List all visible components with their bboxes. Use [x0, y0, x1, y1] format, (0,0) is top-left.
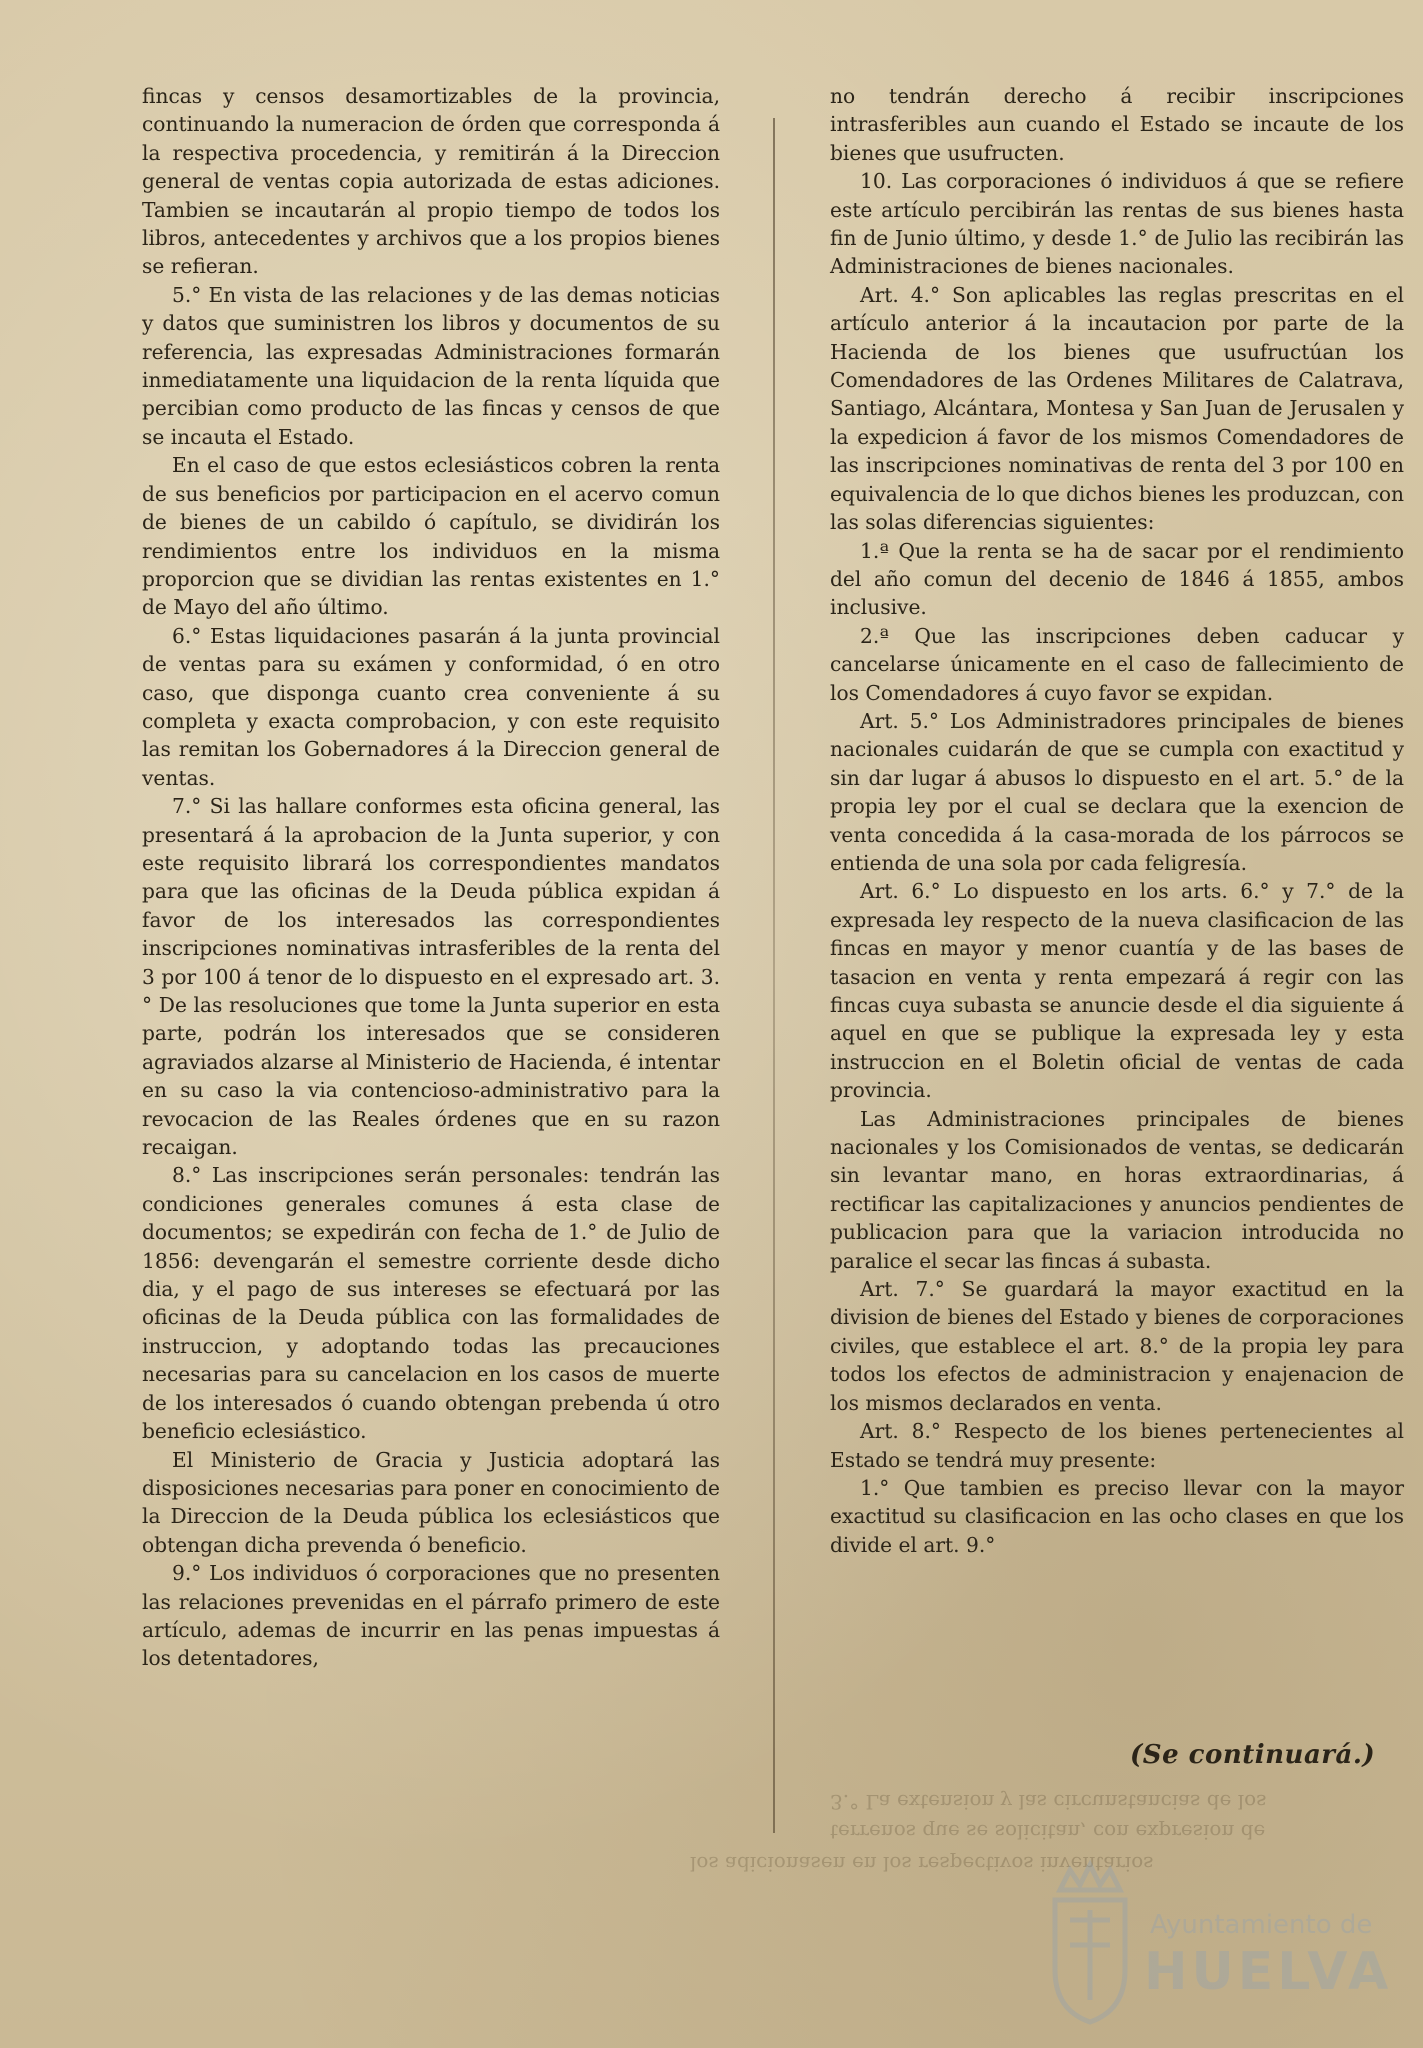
right-paragraph-4: 1.ª Que la renta se ha de sacar por el rendimiento del año comun del decenio de 1846 á 1855, ambos inclusive.: [830, 538, 1404, 620]
left-paragraph-5: 7.° Si las hallare conformes esta oficina general, las presentará á la aprobacion de la Junta superior, y con este requisito librará los correspondientes mandatos para que las oficinas de la Deuda pública expidan á favor de los interesados las correspondientes inscripciones nominativas intrasferibles de la renta del 3 por 100 á tenor de lo dispuesto en el expresado art. 3.° De las resoluciones que tome la Junta superior en esta parte, podrán los interesados que se consideren agraviados alzarse al Ministerio de Hacienda, é intentar en su caso la via contencioso-administrativo para la revocacion de las Reales órdenes que en su razon recaigan.: [142, 794, 720, 1160]
watermark-line-1: Ayuntamiento de: [1150, 1910, 1373, 1940]
right-paragraph-3: Art. 4.° Son aplicables las reglas prescritas en el artículo anterior á la incautacion por parte de la Hacienda de los bienes que usufructúan los Comendadores de las Ordenes Militares de Calatrava, Santiago, Alcántara, Montesa y San Juan de Jerusalen y la expedicion á favor de los mismos Comendadores de las inscripciones nominativas de renta del 3 por 100 en equivalencia de lo que dichos bienes les produzcan, con las solas diferencias siguientes:: [830, 282, 1404, 535]
right-column: [830, 82, 1404, 1559]
right-paragraph-1: no tendrán derecho á recibir inscripciones intrasferibles aun cuando el Estado se incaute de los bienes que usufructen.: [830, 84, 1404, 165]
bleed-through-line-1: 3.° La extension y las circunstancias de los: [830, 1790, 1267, 1814]
huelva-watermark-logo: [1040, 1850, 1400, 2040]
right-paragraph-9: Art. 7.° Se guardará la mayor exactitud en la division de bienes del Estado y bienes de corporaciones civiles, que establece el art. 8.° de la propia ley para todos los efectos de administracion y enajenacion de los mismos declarados en venta.: [830, 1277, 1404, 1415]
watermark-line-2: HUELVA: [1144, 1942, 1393, 2002]
right-paragraph-8: Las Administraciones principales de bienes nacionales y los Comisionados de ventas, se dedicarán sin levantar mano, en horas extraordinarias, á rectificar las capitalizaciones y anuncios pendientes de publicacion para que la variacion introducida no paralice el secar las fincas á subasta.: [830, 1106, 1404, 1273]
left-paragraph-2: 5.° En vista de las relaciones y de las demas noticias y datos que suministren los libros y documentos de su referencia, las expresadas Administraciones formarán inmediatamente una liquidacion de la renta líquida que percibian como producto de las fincas y censos de que se incauta el Estado.: [142, 282, 720, 449]
continuation-note: (Se continuará.): [1130, 1740, 1376, 1770]
column-rule: [773, 118, 775, 1833]
left-paragraph-6: 8.° Las inscripciones serán personales: tendrán las condiciones generales comunes á esta clase de documentos; se expedirán con fecha de 1.° de Julio de 1856: devengarán el semestre corriente desde dicho dia, y el pago de sus intereses se efectuará por las oficinas de la Deuda pública con las formalidades de instruccion, y adoptando todas las precauciones necesarias para su cancelacion en los casos de muerte de los interesados ó cuando obtengan prebenda ú otro beneficio eclesiástico.: [142, 1163, 720, 1444]
right-paragraph-7: Art. 6.° Lo dispuesto en los arts. 6.° y 7.° de la expresada ley respecto de la nueva clasificacion de las fincas en mayor y menor cuantía y de las bases de tasacion en venta y renta empezará á regir con las fincas cuya subasta se anuncie desde el dia siguiente á aquel en que se publique la expresada ley y esta instruccion en el Boletin oficial de ventas de cada provincia.: [830, 879, 1404, 1103]
left-paragraph-1: fincas y censos desamortizables de la provincia, continuando la numeracion de órden que corresponda á la respectiva procedencia, y remitirán á la Direccion general de ventas copia autorizada de estas adiciones. Tambien se incautarán al propio tiempo de todos los libros, antecedentes y archivos que a los propios bienes se refieran.: [142, 84, 720, 279]
coat-of-arms-icon: [1040, 1850, 1140, 2030]
bleed-through-line-2: terrenos que se solicitan, con expresion de: [830, 1820, 1266, 1844]
bleed-through-line-3: los adicionasen en los respectivos inventarios: [690, 1852, 1154, 1876]
right-paragraph-2: 10. Las corporaciones ó individuos á que se refiere este artículo percibirán las rentas de sus bienes hasta fin de Junio último, y desde 1.° de Julio las recibirán las Administraciones de bienes nacionales.: [830, 169, 1404, 279]
left-paragraph-8: 9.° Los individuos ó corporaciones que no presenten las relaciones prevenidas en el párrafo primero de este artículo, ademas de incurrir en las penas impuestas á los detentadores,: [142, 1561, 720, 1671]
left-paragraph-4: 6.° Estas liquidaciones pasarán á la junta provincial de ventas para su exámen y conformidad, ó en otro caso, que disponga cuanto crea conveniente á su completa y exacta comprobacion, y con este requisito las remitan los Gobernadores á la Direccion general de ventas.: [142, 623, 720, 790]
left-paragraph-7: El Ministerio de Gracia y Justicia adoptará las disposiciones necesarias para poner en conocimiento de la Direccion de la Deuda pública los eclesiásticos que obtengan dicha prevenda ó beneficio.: [142, 1447, 720, 1557]
right-paragraph-11: 1.° Que tambien es preciso llevar con la mayor exactitud su clasificacion en las ocho clases en que los divide el art. 9.°: [830, 1475, 1404, 1557]
right-paragraph-5: 2.ª Que las inscripciones deben caducar y cancelarse únicamente en el caso de fallecimiento de los Comendadores á cuyo favor se expidan.: [830, 623, 1404, 705]
left-paragraph-3: En el caso de que estos eclesiásticos cobren la renta de sus beneficios por participacion en el acervo comun de bienes de un cabildo ó capítulo, se dividirán los rendimientos entre los individuos en la misma proporcion que se dividian las rentas existentes en 1.° de Mayo del año último.: [142, 453, 720, 620]
left-column: [142, 82, 720, 1673]
right-paragraph-6: Art. 5.° Los Administradores principales de bienes nacionales cuidarán de que se cumpla con exactitud y sin dar lugar á abusos lo dispuesto en el art. 5.° de la propia ley por el cual se declara que la exencion de venta concedida á la casa-morada de los párrocos se entienda de una sola por cada feligresía.: [830, 708, 1404, 875]
right-paragraph-10: Art. 8.° Respecto de los bienes pertenecientes al Estado se tendrá muy presente:: [830, 1419, 1404, 1472]
